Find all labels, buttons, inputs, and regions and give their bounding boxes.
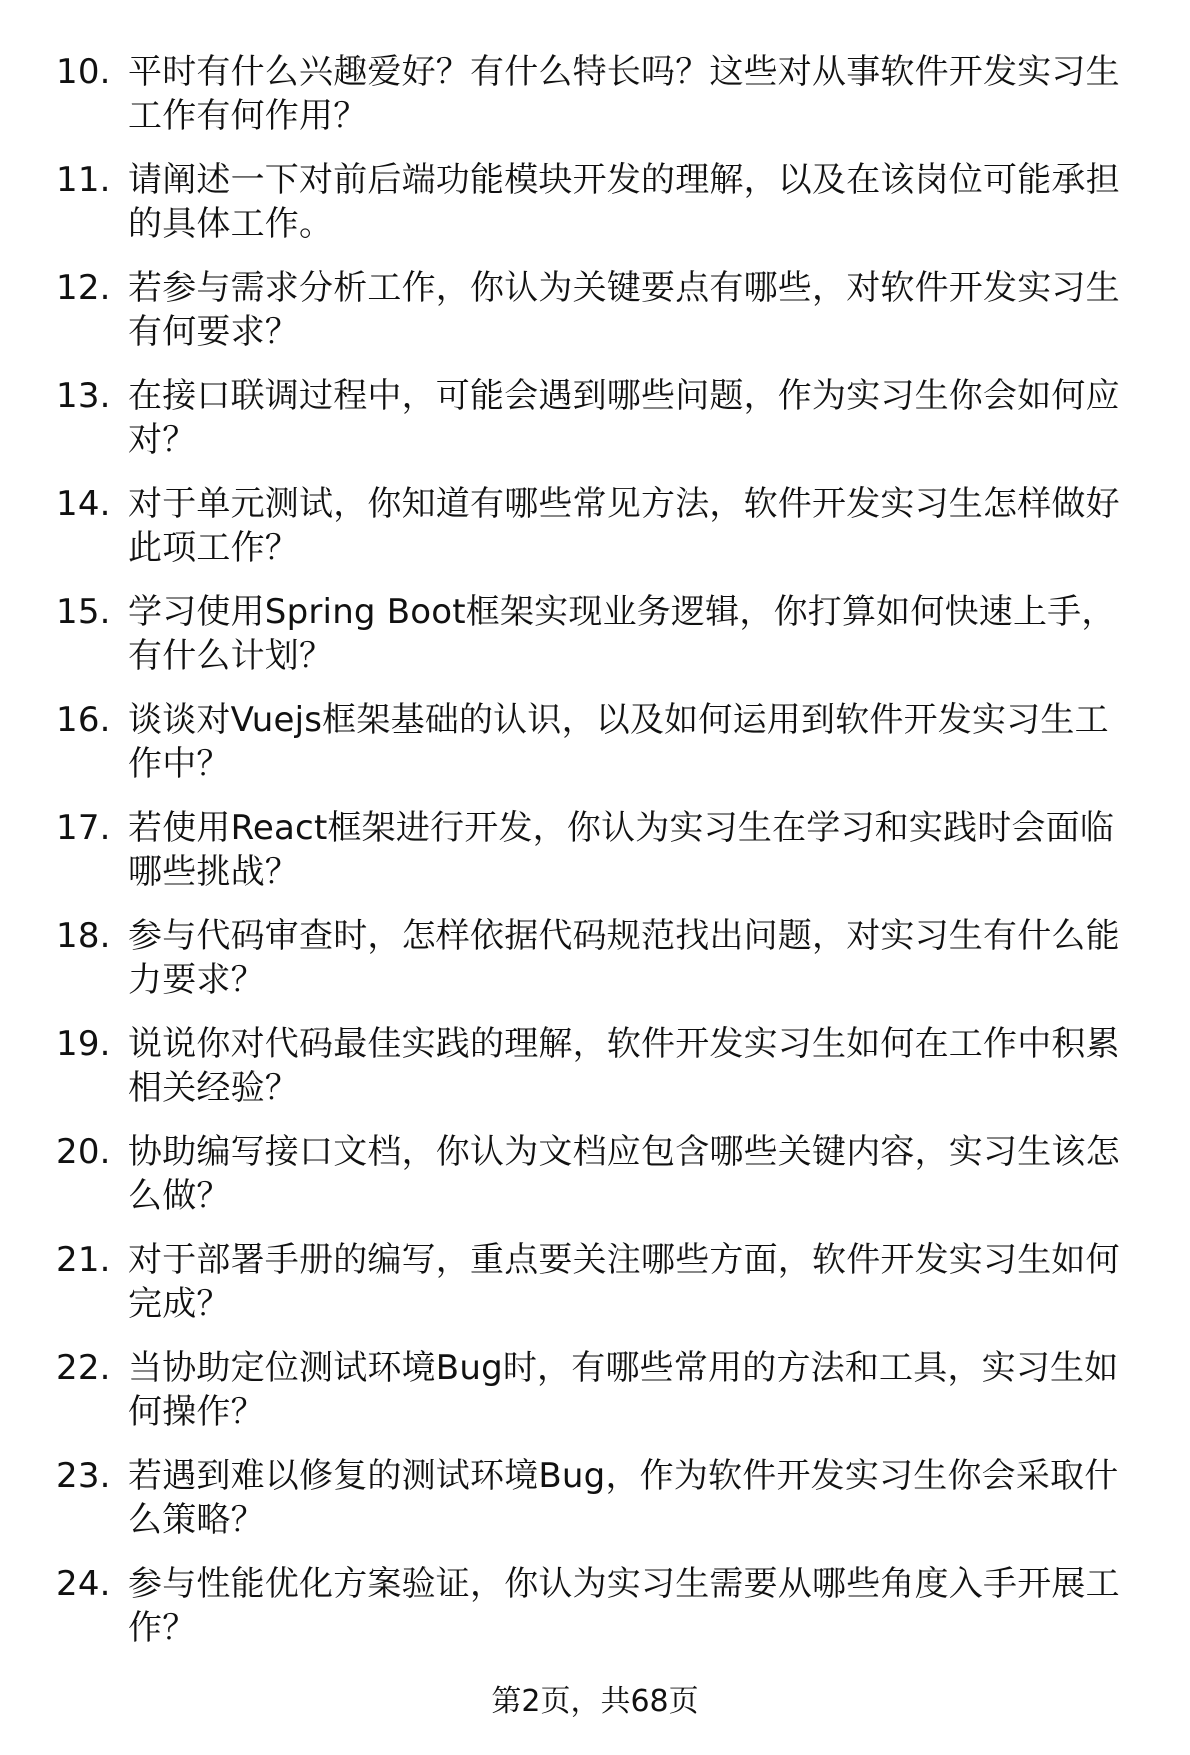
question-number: 11.	[56, 160, 111, 200]
question-text: 学习使用Spring Boot框架实现业务逻辑，你打算如何快速上手，有什么计划？	[128, 592, 1116, 676]
question-text: 若参与需求分析工作，你认为关键要点有哪些，对软件开发实习生有何要求？	[128, 268, 1120, 352]
question-number: 12.	[56, 268, 111, 308]
question-item	[56, 50, 1136, 158]
question-item	[56, 158, 1136, 266]
question-number: 21.	[56, 1240, 111, 1280]
question-number: 19.	[56, 1024, 111, 1064]
question-item	[56, 698, 1136, 806]
question-number: 18.	[56, 916, 111, 956]
question-text: 参与代码审查时，怎样依据代码规范找出问题，对实习生有什么能力要求？	[128, 916, 1120, 1000]
question-list	[56, 50, 1136, 1670]
question-number: 17.	[56, 808, 111, 848]
question-number: 24.	[56, 1564, 111, 1604]
question-item	[56, 806, 1136, 914]
question-number: 15.	[56, 592, 111, 632]
question-text: 若遇到难以修复的测试环境Bug，作为软件开发实习生你会采取什么策略？	[128, 1456, 1119, 1540]
question-number: 20.	[56, 1132, 111, 1172]
question-text: 平时有什么兴趣爱好？有什么特长吗？这些对从事软件开发实习生工作有何作用？	[128, 52, 1120, 136]
question-text: 对于单元测试，你知道有哪些常见方法，软件开发实习生怎样做好此项工作？	[128, 484, 1120, 568]
question-number: 23.	[56, 1456, 111, 1496]
question-text: 说说你对代码最佳实践的理解，软件开发实习生如何在工作中积累相关经验？	[128, 1024, 1120, 1108]
question-item	[56, 1346, 1136, 1454]
question-text: 参与性能优化方案验证，你认为实习生需要从哪些角度入手开展工作？	[128, 1564, 1120, 1648]
question-number: 14.	[56, 484, 111, 524]
question-text: 谈谈对Vuejs框架基础的认识，以及如何运用到软件开发实习生工作中？	[128, 700, 1109, 784]
question-item	[56, 1130, 1136, 1238]
question-item	[56, 1022, 1136, 1130]
question-text: 若使用React框架进行开发，你认为实习生在学习和实践时会面临哪些挑战？	[128, 808, 1115, 892]
question-text: 请阐述一下对前后端功能模块开发的理解，以及在该岗位可能承担的具体工作。	[128, 160, 1120, 244]
page-footer: 第2页，共68页	[491, 1684, 699, 1719]
question-text: 在接口联调过程中，可能会遇到哪些问题，作为实习生你会如何应对？	[128, 376, 1120, 460]
question-item	[56, 1238, 1136, 1346]
question-number: 22.	[56, 1348, 111, 1388]
question-item	[56, 482, 1136, 590]
question-text: 对于部署手册的编写，重点要关注哪些方面，软件开发实习生如何完成？	[128, 1240, 1120, 1324]
question-number: 10.	[56, 52, 111, 92]
question-text: 当协助定位测试环境Bug时，有哪些常用的方法和工具，实习生如何操作？	[128, 1348, 1119, 1432]
question-item	[56, 590, 1136, 698]
question-item	[56, 374, 1136, 482]
question-item	[56, 1454, 1136, 1562]
question-number: 16.	[56, 700, 111, 740]
question-item	[56, 914, 1136, 1022]
question-text: 协助编写接口文档，你认为文档应包含哪些关键内容，实习生该怎么做？	[128, 1132, 1120, 1216]
question-item	[56, 1562, 1136, 1670]
question-item	[56, 266, 1136, 374]
question-number: 13.	[56, 376, 111, 416]
